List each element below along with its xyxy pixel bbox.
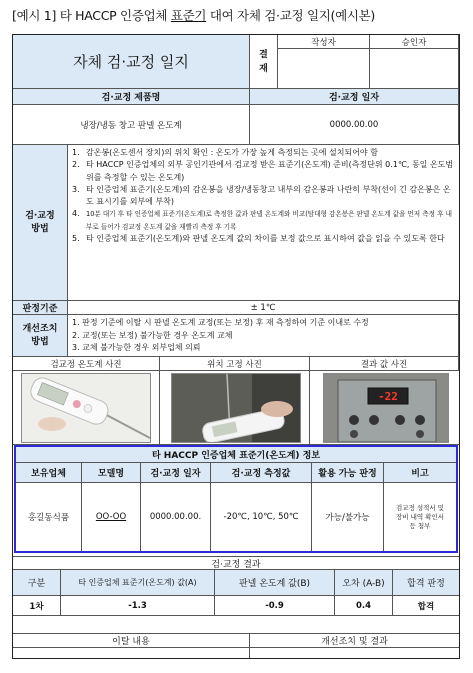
std-header-values: 검·교정 측정값 [211, 463, 312, 483]
mounted-probe-icon [172, 374, 301, 443]
std-header-model: 모델명 [82, 463, 141, 483]
std-info-title: 타 HACCP 인증업체 표준기(온도계) 정보 [16, 447, 456, 463]
title-underlined: 표준기 [170, 8, 207, 23]
product-label: 검·교정 제품명 [13, 89, 250, 105]
result-panel-value[interactable]: -0.9 [215, 596, 335, 616]
std-header-date: 검·교정 일자 [141, 463, 211, 483]
std-note: 검교정 성적서 및 장비 내역 확인서 등 첨부 [395, 503, 445, 530]
criteria-label: 판정기준 [13, 301, 68, 315]
approver-label: 승인자 [370, 35, 459, 49]
date-label: 검·교정 일자 [250, 89, 459, 105]
photo-label-position: 위치 고정 사진 [160, 357, 310, 371]
title-prefix: [예시 1] 타 HACCP 인증업체 [12, 8, 171, 23]
result-photo[interactable] [323, 373, 449, 443]
action-label: 개선조치 방법 [13, 315, 68, 357]
position-photo[interactable] [171, 373, 301, 443]
result-header-std: 타 인증업체 표준기(온도계) 값(A) [61, 570, 215, 596]
std-date[interactable]: 0000.00.00. [141, 483, 211, 551]
std-header-company: 보유업체 [16, 463, 82, 483]
std-header-note: 비고 [384, 463, 456, 483]
approval-label: 결 재 [250, 35, 278, 89]
product-value[interactable]: 냉장/냉동 창고 판넬 온도계 [13, 105, 250, 145]
writer-sign-field[interactable] [278, 49, 370, 89]
std-model[interactable]: OO-OO [82, 483, 141, 551]
control-panel-icon [324, 374, 449, 443]
action-item: 2. 교정(또는 보정) 불가능한 경우 온도계 교체 [72, 330, 233, 340]
std-values[interactable]: -20℃, 10℃, 50℃ [211, 483, 312, 551]
page-title [12, 6, 464, 26]
method-step: 3. 타 인증업체 표준기(온도계)의 감온봉을 냉장/냉동창고 내부의 감온봉과 나란히 부착(선이 긴 감온봉은 온도 표시기를 외부에 부착) [72, 184, 451, 207]
result-header-error: 오차 (A-B) [335, 570, 393, 596]
action-item: 1. 판정 기준에 이탈 시 판넬 온도계 교정(또는 보정) 후 재 측정하여 기준 이내로 수정 [72, 318, 369, 327]
action-list [68, 315, 459, 357]
std-company[interactable]: 홍길동식품 [16, 483, 82, 551]
deviation-label: 이탈 내용 [13, 634, 250, 648]
photo-label-calibration: 검교정 온도계 사진 [13, 357, 160, 371]
writer-label: 작성자 [278, 35, 370, 49]
method-label: 검·교정 방법 [13, 145, 68, 301]
date-value[interactable]: 0000.00.00 [250, 105, 459, 145]
thermometer-icon [22, 374, 151, 443]
std-usable[interactable]: 가능/불가능 [312, 483, 384, 551]
method-step: 2. 타 HACCP 인증업체의 외부 공인기관에서 검교정 받은 표준기(온도계) 준비(측정단위 0.1℃, 동일 온도범위를 측정할 수 있는 온도계) [72, 160, 454, 182]
method-step: 1. 감온봉(온도센서 장치)의 위치 확인 : 온도가 가장 높게 측정되는 곳에 설치되어야 함 [72, 148, 378, 157]
deviation-field[interactable] [13, 648, 250, 658]
result-title: 검·교정 결과 [13, 556, 459, 570]
std-header-usable: 활용 가능 판정 [312, 463, 384, 483]
result-std-value[interactable]: -1.3 [61, 596, 215, 616]
photo-label-result: 결과 값 사진 [310, 357, 459, 371]
std-info-table [14, 445, 458, 553]
result-header-round: 구분 [13, 570, 61, 596]
action-result-field[interactable] [250, 648, 459, 658]
log-form [12, 34, 460, 659]
method-step: 5. 타 인증업체 표준기(온도계)와 판넬 온도계 값의 차이를 보정 값으로 표시하여 값을 읽을 수 있도록 한다 [72, 234, 445, 244]
thermometer-photo[interactable] [21, 373, 151, 443]
result-header-pass: 합격 판정 [393, 570, 459, 596]
title-suffix: 대여 자체 검·교정 일지(예시본) [206, 8, 375, 23]
criteria-value: ± 1℃ [68, 301, 459, 315]
result-error-value[interactable]: 0.4 [335, 596, 393, 616]
result-blank-row[interactable] [13, 616, 459, 634]
result-header-panel: 판넬 온도계 값(B) [215, 570, 335, 596]
method-step: 4. 10분 대기 후 타 인증업체 표준기(온도계)로 측정한 값과 판넬 온도계와 비교(탐대형 감온봉은 판넬 온도계 값을 먼저 측정 후 내부로 들어가 검교정 온도계 값을 재빨리 측정 후 기록 [72, 209, 452, 231]
approver-sign-field[interactable] [370, 49, 459, 89]
display-reading: -22 [378, 389, 398, 403]
result-round: 1차 [13, 596, 61, 616]
action-result-label: 개선조치 및 결과 [250, 634, 459, 648]
log-title: 자체 검·교정 일지 [13, 35, 250, 89]
method-steps [68, 145, 461, 301]
result-pass-value[interactable]: 합격 [393, 596, 459, 616]
action-item: 3. 교체 불가능한 경우 외부업체 의뢰 [72, 343, 201, 352]
